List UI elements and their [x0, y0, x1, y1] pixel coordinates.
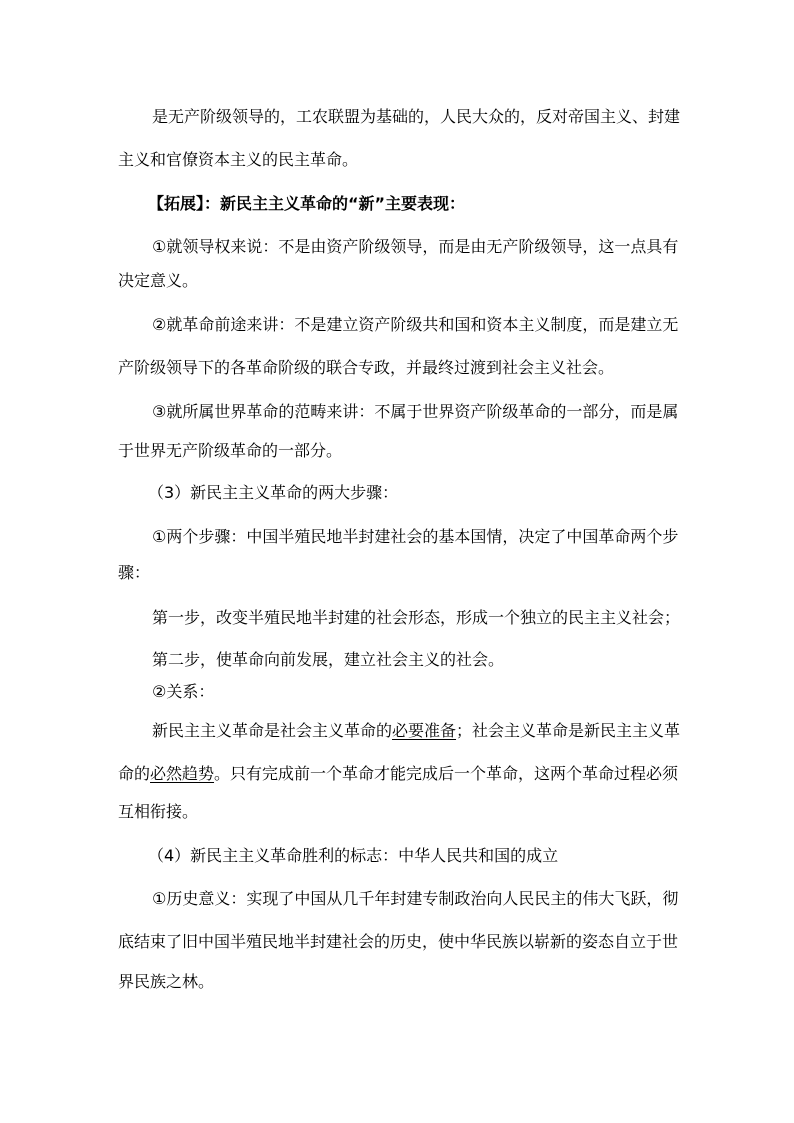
relation-mid: ；社会主义革命是新民主主义革	[456, 721, 681, 740]
text-line: 于世界无产阶级革命的一部分。	[118, 441, 343, 460]
text-line: 底结束了旧中国半殖民地半封建社会的历史，使中华民族以崭新的姿态自立于世	[118, 932, 679, 951]
text-line: 界民族之林。	[118, 972, 215, 991]
text-line: 互相衔接。	[118, 802, 199, 821]
text-line	[118, 763, 688, 785]
text-line: ②就革命前途来讲：不是建立资产阶级共和国和资本主义制度，而是建立无	[152, 315, 679, 334]
text-line: 第二步，使革命向前发展，建立社会主义的社会。	[152, 650, 505, 669]
text-line: 第一步，改变半殖民地半封建的社会形态，形成一个独立的民主主义社会；	[152, 608, 681, 627]
text-line: 产阶级领导下的各革命阶级的联合专政，并最终过渡到社会主义社会。	[118, 358, 615, 377]
text-fragment: 命的	[118, 764, 151, 783]
section-heading: （3）新民主主义革命的两大步骤：	[148, 483, 399, 502]
text-fragment: 。只有完成前一个革命才能完成后一个革命，这两个革命过程必须	[214, 764, 679, 783]
text-line: ①历史意义：实现了中国从几千年封建专制政治向人民民主的伟大飞跃，彻	[152, 889, 679, 908]
relation-pre: 新民主主义革命是社会主义革命的	[152, 721, 393, 740]
relation-line	[152, 720, 722, 742]
text-line: 是无产阶级领导的，工农联盟为基础的，人民大众的，反对帝国主义、封建	[152, 107, 681, 126]
text-line: ②关系：	[152, 682, 215, 701]
text-line: 骤：	[118, 563, 151, 582]
extension-label: 【拓展】：	[148, 194, 221, 213]
necessary-preparation-term: 必要准备	[392, 721, 457, 740]
section-heading: （4）新民主主义革命胜利的标志：中华人民共和国的成立	[148, 846, 559, 865]
text-line: ③就所属世界革命的范畴来讲：不属于世界资产阶级革命的一部分，而是属	[152, 402, 679, 421]
text-line: ①两个步骤：中国半殖民地半封建社会的基本国情，决定了中国革命两个步	[152, 527, 679, 546]
extension-heading	[148, 193, 718, 215]
text-line: 主义和官僚资本主义的民主革命。	[118, 150, 359, 169]
inevitable-trend-term: 必然趋势	[150, 764, 215, 783]
text-line: 决定意义。	[118, 271, 199, 290]
text-line: ①就领导权来说：不是由资产阶级领导，而是由无产阶级领导，这一点具有	[152, 237, 679, 256]
extension-text: 新民主主义革命的“新”主要表现：	[220, 194, 466, 213]
